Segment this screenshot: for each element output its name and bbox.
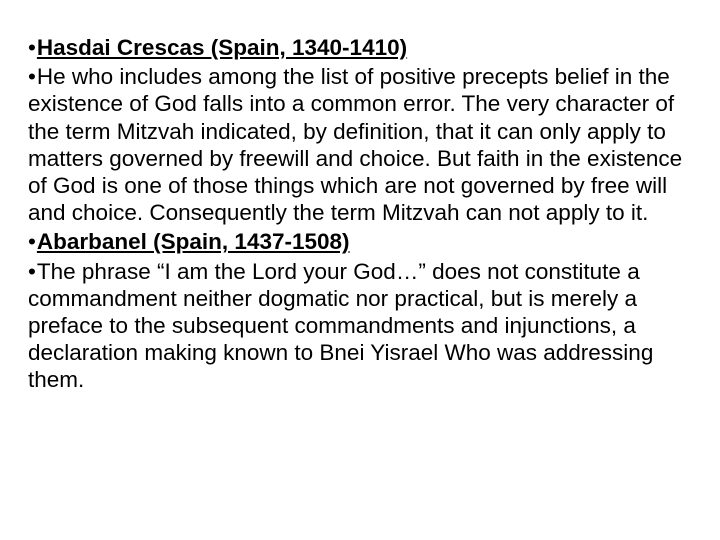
crescas-quote: He who includes among the list of positive precepts belief in the existence of God falls into a common error. The very character of the term Mitzvah indicated, by definition, that it can only apply to matters governed by freewill and choice. But faith in the existence of God is one of those things which are not governed by free will and choice. Consequently the term Mitzvah can not apply to it.: [28, 64, 683, 226]
bullet-icon: •: [28, 258, 36, 284]
bullet-abarbanel-quote: [28, 258, 696, 394]
abarbanel-heading: Abarbanel (Spain, 1437-1508): [36, 229, 350, 255]
bullet-icon: •: [28, 229, 36, 255]
slide-content: [28, 34, 696, 396]
crescas-heading: Hasdai Crescas (Spain, 1340-1410): [36, 35, 408, 60]
bullet-crescas-quote: [28, 63, 696, 226]
bullet-icon: •: [28, 64, 36, 90]
bullet-crescas-heading: [28, 34, 696, 61]
abarbanel-quote: The phrase “I am the Lord your God…” does not constitute a commandment neither dogmatic nor practical, but is merely a preface to the subsequent commandments and injunctions, a declaration making known to Bnei Yisrael Who was addressing them.: [28, 258, 654, 393]
bullet-icon: •: [28, 35, 36, 60]
bullet-abarbanel-heading: [28, 228, 696, 255]
